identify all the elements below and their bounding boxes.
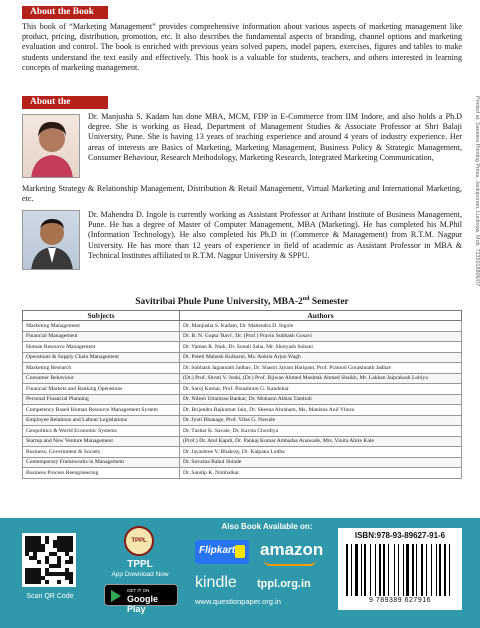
barcode [346,544,454,596]
subjects-table [22,310,462,479]
table-header-row [23,311,462,321]
author1-photo [22,114,80,178]
questionpaper-website[interactable]: www.questionpaper.org.in [195,597,281,606]
authors-cell: Dr. Brijendra Rajkumar Jain, Dr. Sheena Abraham, Ms. Manisha Anil Vhora [180,405,462,416]
table-row [23,384,462,395]
authors-cell: Dr. Preeti Mahesh Kulkarni, Ms. Ankita Arjun Wagh [180,352,462,363]
isbn-text: ISBN:978-93-89627-91-6 [354,531,446,540]
table-row [23,457,462,468]
authors-cell: Dr. Nilesh Uttamrao Bankar, Dr. Mohasin Abbas Tamboli [180,394,462,405]
table-row [23,436,462,447]
subject-cell: Human Resource Management [23,342,180,353]
authors-cell: Dr. Saroj Kumar, Prof. Parashram G. Kandekar [180,384,462,395]
authors-cell: Dr. Jyoti Bhanage, Prof. Vilas G. Nawale [180,415,462,426]
subject-cell: Business, Government & Society [23,447,180,458]
author1-bio-continued: Marketing Strategy & Relationship Management, Distribution & Retail Management, Virtual Marketing and International Marketing, etc. [22,184,462,204]
isbn-barcode-box [338,528,462,610]
table-row [23,447,462,458]
subject-cell: Financial Markets and Banking Operations [23,384,180,395]
table-row [23,426,462,437]
play-store-icon [111,590,121,602]
table-row [23,468,462,479]
table-row [23,331,462,342]
subjects-header: Subjects [23,311,180,321]
subject-cell: Marketing Research [23,363,180,374]
table-row [23,394,462,405]
table-row [23,415,462,426]
authors-cell: Dr. Sandip K. Nimbalkar [180,468,462,479]
table-row [23,363,462,374]
authors-cell: (Prof.) Dr. Atul Kapdi, Dr. Pankaj Kumar Ambadas Anawade, Mrs. Vinita Ahire Kale [180,436,462,447]
google-play-small-label: GET IT ON [127,588,150,593]
subject-cell: Competency Based Human Resource Management System [23,405,180,416]
subject-cell: Consumer Behaviour [23,373,180,384]
printer-side-note: Printed at: Saveera Printing Press, Jankipuram, Lucknow. Mob. 7235018806/07 [474,96,480,286]
flipkart-logo[interactable] [195,540,249,564]
tppl-website[interactable]: tppl.org.in [257,578,311,590]
author2-photo [22,210,80,270]
subject-cell: Operations & Supply Chain Management [23,352,180,363]
about-book-heading: About the Book [22,6,108,19]
table-row [23,342,462,353]
subject-cell: Personal Financial Planning [23,394,180,405]
qr-code-pattern [25,536,73,584]
flipkart-bag-icon [235,545,245,558]
subject-cell: Startup and New Venture Management [23,436,180,447]
authors-cell: (Dr.) Prof. Shruti V. Joshi, (Dr.) Prof. Rijwan Ahmed Mushtak Ahmed Shaikh, Mr. Lakhan Jaiprakash Lohiya [180,373,462,384]
about-author-heading: About the [22,96,108,109]
table-row [23,373,462,384]
subject-cell: Business Process Reengineering [23,468,180,479]
authors-cell: Dr. B. N. Gupta 'Ravi', Dr. (Prof.) Pravin Subhash Gosavi [180,331,462,342]
subject-cell: Geopolitics & World Economic Systems [23,426,180,437]
authors-cell: Dr. Manjusha S. Kadam, Dr. Mahendra D. Ingole [180,321,462,332]
google-play-button[interactable] [104,584,178,614]
authors-cell: Dr. Subhash Jagannath Jadhav, Dr. Shastri Jayant Haripant, Prof. Pramod Gorakhnath Jadhav [180,363,462,374]
kindle-logo[interactable]: kindle [195,574,237,591]
table-row [23,321,462,332]
tppl-name: TPPL [127,559,153,570]
book-description: This book of “Marketing Management” provides comprehensive information about various aspects of marketing management like product, pricing, distribution, promotion, etc. It also describes the fundamental aspects of branding, channel options and marketing evaluation and control. The book is enriched with previous years solved papers, model papers, exercises, figures and tables to make students understand the text easily and effectively. This book is a valuable for students, teachers, and others interested in learning concepts of marketing management. [22,22,462,72]
table-title: Savitribai Phule Pune University, MBA-2nd Semester [135,296,349,308]
authors-header: Authors [180,311,462,321]
authors-cell: Dr. Vaman R. Naik, Dr. Sonali Saha, Mr. Shreyash Sohani [180,342,462,353]
author1-bio: Dr. Manjusha S. Kadam has done MBA, MCM, FDP in E-Commerce from IIM Indore, and also holds a Ph.D degree. She is working as Head, Department of Management Studies & Associate Professor at Shri Balaji University, Pune. She is having 13 years of teaching experience and around 4 years of industry experience. Her areas of interests are Basics of Marketing, Marketing Management, Business Policy & Strategic Management, Consumer Behaviour, Research Methodology, Marketing Research, Integrated Marketing Communication, [88,112,462,162]
authors-cell: Dr. Tushar K. Savale, Dr. Kavita Chordiya [180,426,462,437]
flipkart-label: Flipkart [199,545,236,556]
authors-cell: Dr. Jayashree V. Bhakray, Dr. Kalpana Lodha [180,447,462,458]
subject-cell: Employee Relations and Labour Legislations [23,415,180,426]
author2-bio: Dr. Mahendra D. Ingole is currently working as Assistant Professor at Arihant Institute of Business Management, Pune. He has a degree of Master of Computer Management, MBA (Marketing). He has completed his M.Phil (Information Technology). He also completed his Ph.D in (Commerce & Management) from R.T.M. Nagpur University. He has more than 12 years of experience in field of academic as Assistant Professor in MBA & Technical Institutes affiliated to R.T.M. Nagpur University & SPPU. [88,210,462,260]
barcode-digits: 9 789389 627916 [369,597,431,604]
google-play-label: Google Play [127,594,158,614]
amazon-smile-icon [264,560,316,566]
subject-cell: Contemporary Frameworks in Management [23,457,180,468]
also-available-text: Also Book Available on: [221,522,313,531]
subject-cell: Marketing Management [23,321,180,332]
tppl-logo: TPPL [124,526,154,556]
subject-cell: Financial Management [23,331,180,342]
qr-code[interactable] [22,533,76,587]
authors-cell: Dr. Suvarna Rahul Shinde [180,457,462,468]
table-row [23,405,462,416]
qr-label: Scan QR Code [26,593,74,600]
app-download-text: App Download Now [111,571,169,578]
amazon-logo[interactable]: amazon [260,540,324,559]
table-row [23,352,462,363]
